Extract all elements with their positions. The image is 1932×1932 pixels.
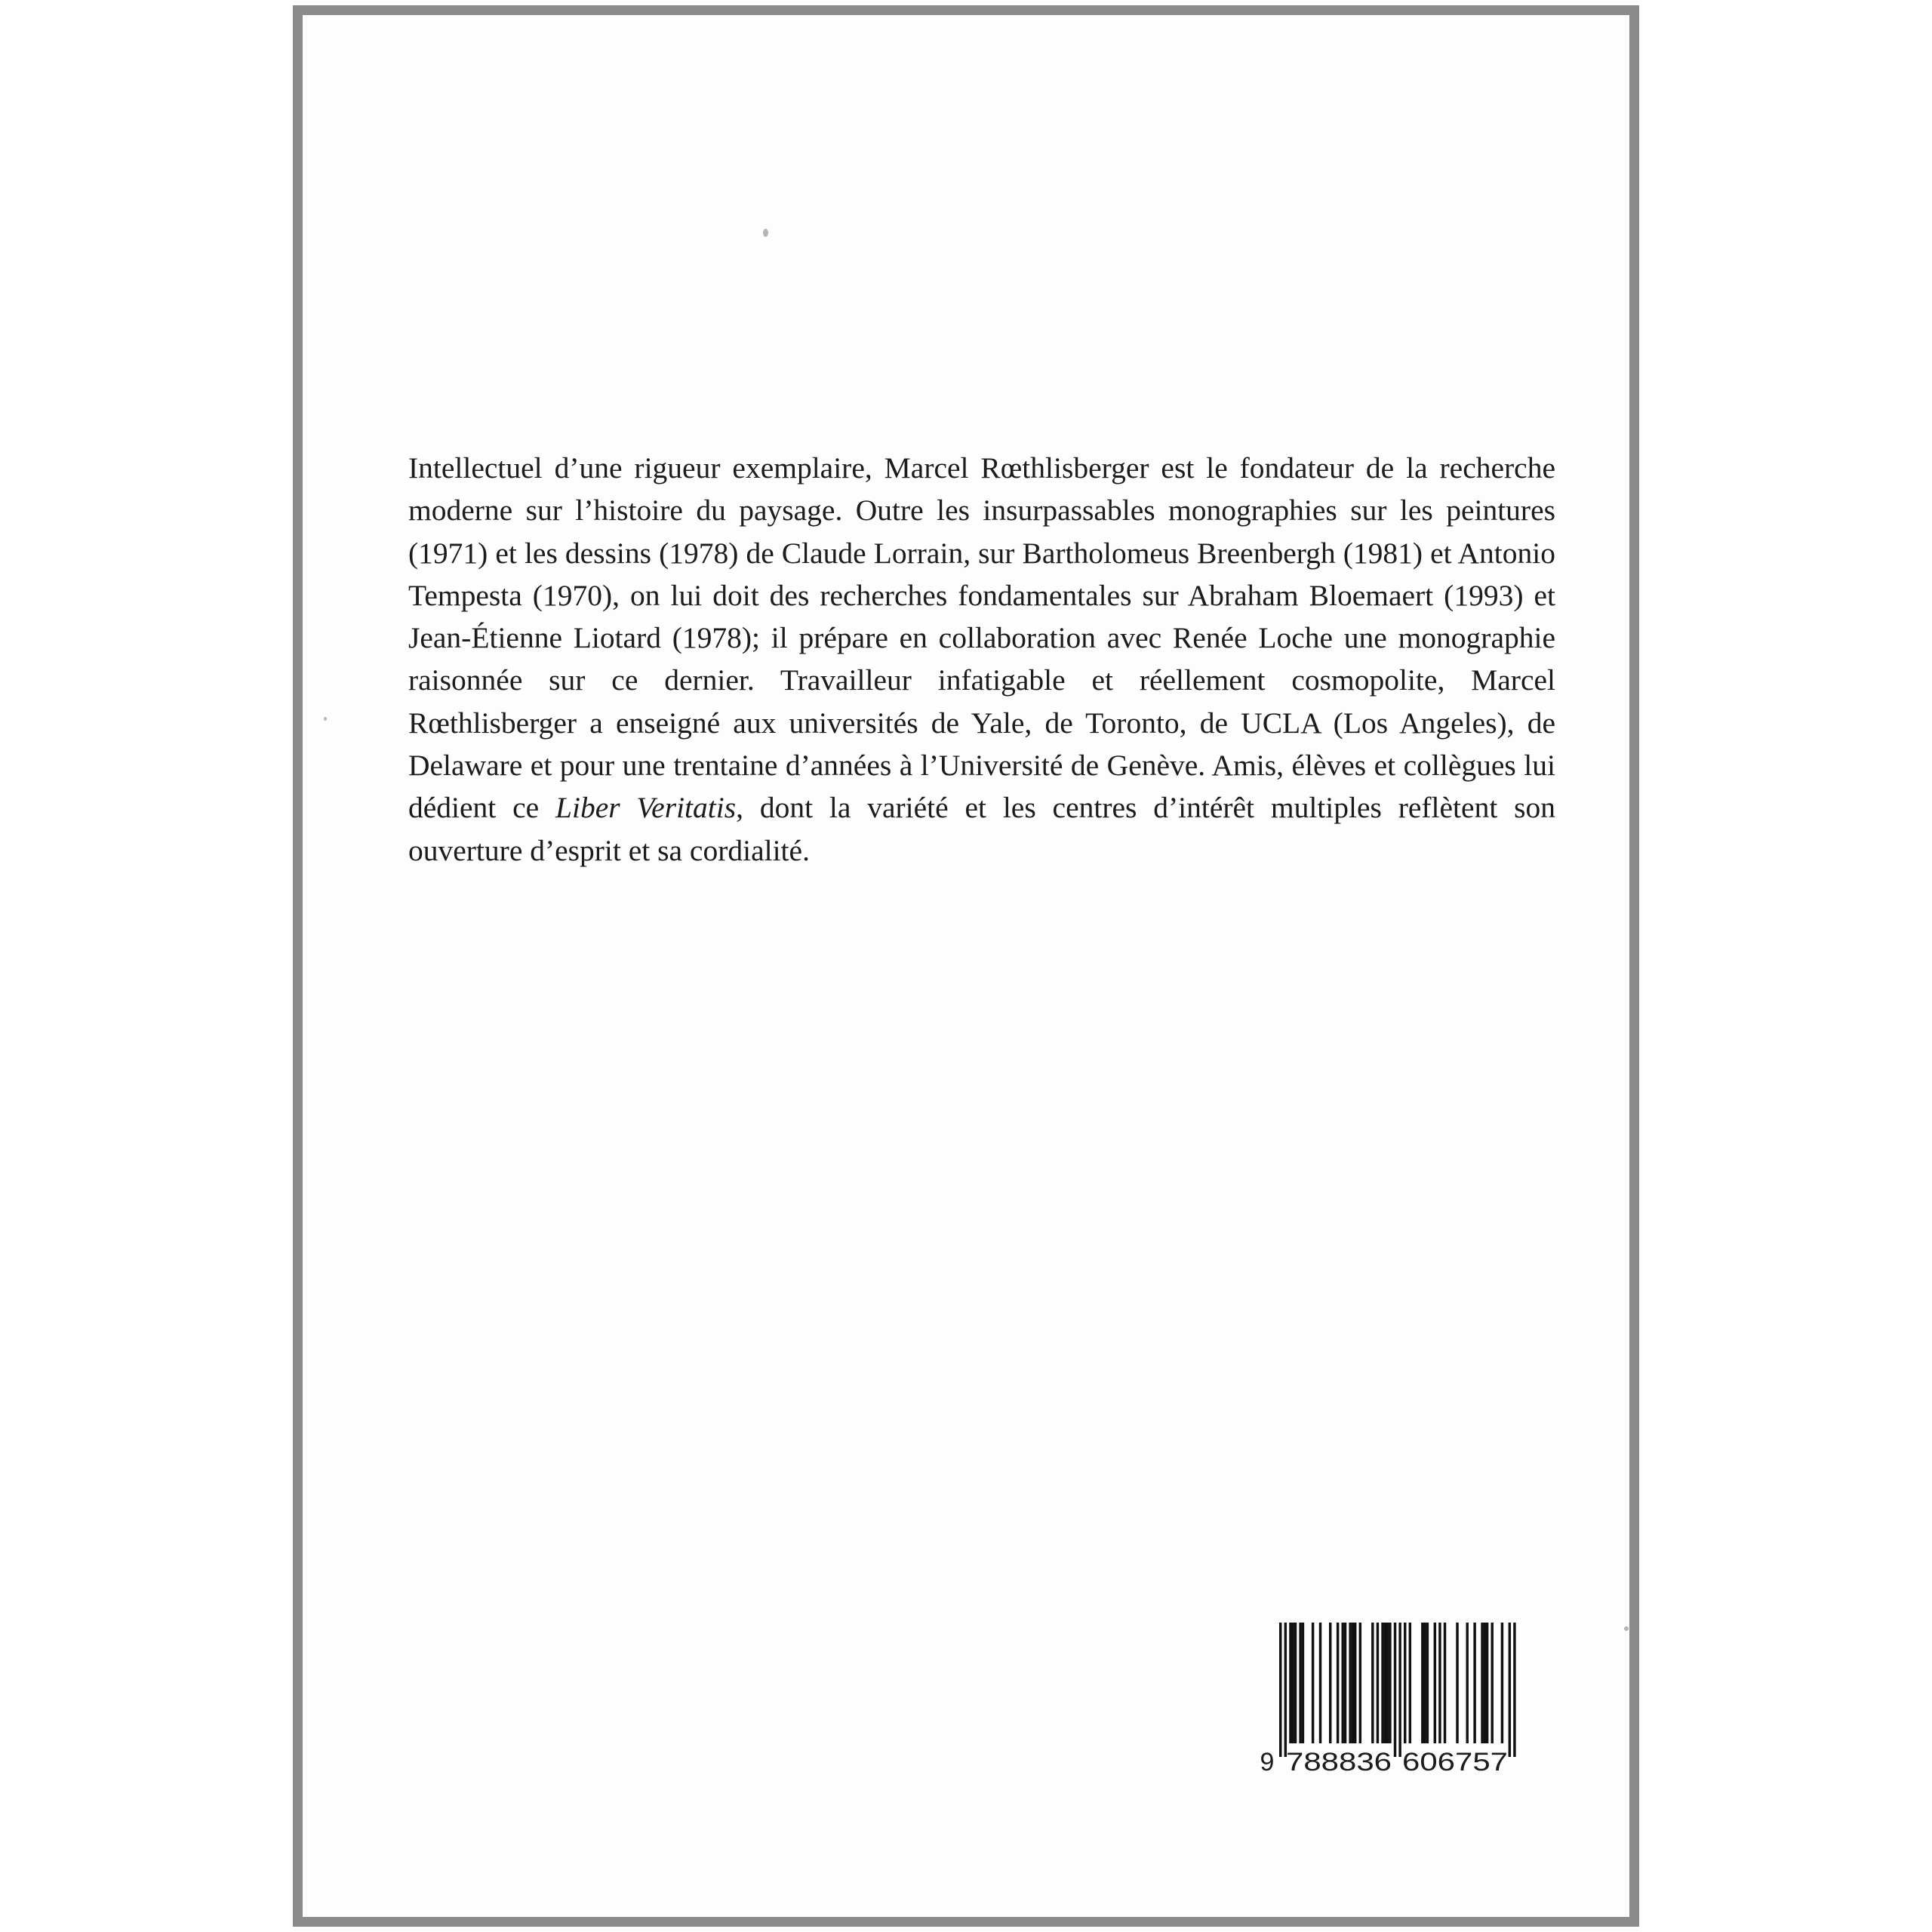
barcode-bar (1342, 1623, 1344, 1743)
barcode-bar (1302, 1623, 1304, 1743)
barcode-bar (1434, 1623, 1436, 1743)
barcode-left-digits: 788836 (1286, 1748, 1392, 1775)
blurb-text-part-1: Intellectuel d’une rigueur exemplaire, Marcel Rœthlisberger est le fondateur de la recherche moderne sur l’histoire du paysage. Outre les insurpassables monographies sur les peintures (1971) et les dessins (1978) de Claude Lorrain, sur Bartholomeus Breenbergh (1981) et Antonio Tempesta (1970), on lui doit des recherches fondamentales sur Abraham Bloemaert (1993) et Jean-Étienne Liotard (1978); il prépare en collaboration avec Renée Loche une monographie raisonnée sur ce dernier. Travailleur infatigable et réellement cosmopolite, Marcel Rœthlisberger a enseigné aux universités de Yale, de Toronto, de UCLA (Los Angeles), de Delaware et pour une trentaine d’années à l’Université de Genève. Amis, élèves et collègues lui dédient ce (408, 451, 1555, 825)
barcode-guard-bar (1513, 1623, 1515, 1757)
barcode-bar (1473, 1623, 1475, 1743)
barcode-bar (1481, 1623, 1483, 1743)
barcode-bar (1421, 1623, 1423, 1743)
barcode-bar (1294, 1623, 1297, 1743)
barcode-bar (1409, 1623, 1411, 1743)
barcode-bar (1389, 1623, 1391, 1743)
barcode-bar (1423, 1623, 1426, 1743)
back-cover-blurb (408, 447, 1555, 872)
barcode-bar (1299, 1623, 1301, 1743)
barcode-bar (1381, 1623, 1383, 1743)
barcode-bar (1456, 1623, 1458, 1743)
barcode-bar (1359, 1623, 1361, 1743)
barcode-bar (1319, 1623, 1321, 1743)
barcode-bar (1354, 1623, 1356, 1743)
book-back-cover (293, 5, 1639, 1927)
barcode-bar (1349, 1623, 1351, 1743)
barcode-bar (1426, 1623, 1429, 1743)
barcode-bar (1384, 1623, 1386, 1743)
barcode-bar (1292, 1623, 1294, 1743)
paper-speck (324, 717, 327, 721)
barcode-guard-bar (1398, 1623, 1401, 1757)
barcode-guard-bar (1394, 1623, 1396, 1757)
barcode-bars (1279, 1623, 1516, 1757)
barcode-bar (1386, 1623, 1389, 1743)
barcode-right-digits: 606757 (1402, 1748, 1508, 1775)
blurb-italic-title: Liber Veritatis (555, 791, 737, 825)
barcode-bar (1289, 1623, 1291, 1743)
barcode-bar (1371, 1623, 1374, 1743)
barcode-bar (1352, 1623, 1354, 1743)
paper-speck (1624, 1626, 1629, 1631)
barcode-guard-bar (1279, 1623, 1281, 1757)
blurb-text-part-2: , dont la variété et les centres d’intérêt multiples reflètent son ouverture d’esprit et sa cordialité. (408, 791, 1555, 867)
barcode-bar (1501, 1623, 1503, 1743)
barcode-first-digit: 9 (1260, 1748, 1275, 1775)
barcode-bar (1486, 1623, 1488, 1743)
barcode-bar (1312, 1623, 1314, 1743)
barcode-guard-bar (1284, 1623, 1287, 1757)
barcode-bar (1484, 1623, 1486, 1743)
barcode-bar (1491, 1623, 1494, 1743)
barcode-svg (1257, 1623, 1537, 1775)
barcode-bar (1344, 1623, 1346, 1743)
isbn-barcode (1257, 1623, 1537, 1775)
barcode-bar (1438, 1623, 1441, 1743)
paper-speck (763, 229, 768, 237)
barcode-bar (1377, 1623, 1379, 1743)
barcode-bar (1466, 1623, 1469, 1743)
barcode-guard-bar (1509, 1623, 1511, 1757)
barcode-bar (1329, 1623, 1331, 1743)
barcode-bar (1337, 1623, 1339, 1743)
barcode-bar (1444, 1623, 1446, 1743)
barcode-bar (1404, 1623, 1406, 1743)
